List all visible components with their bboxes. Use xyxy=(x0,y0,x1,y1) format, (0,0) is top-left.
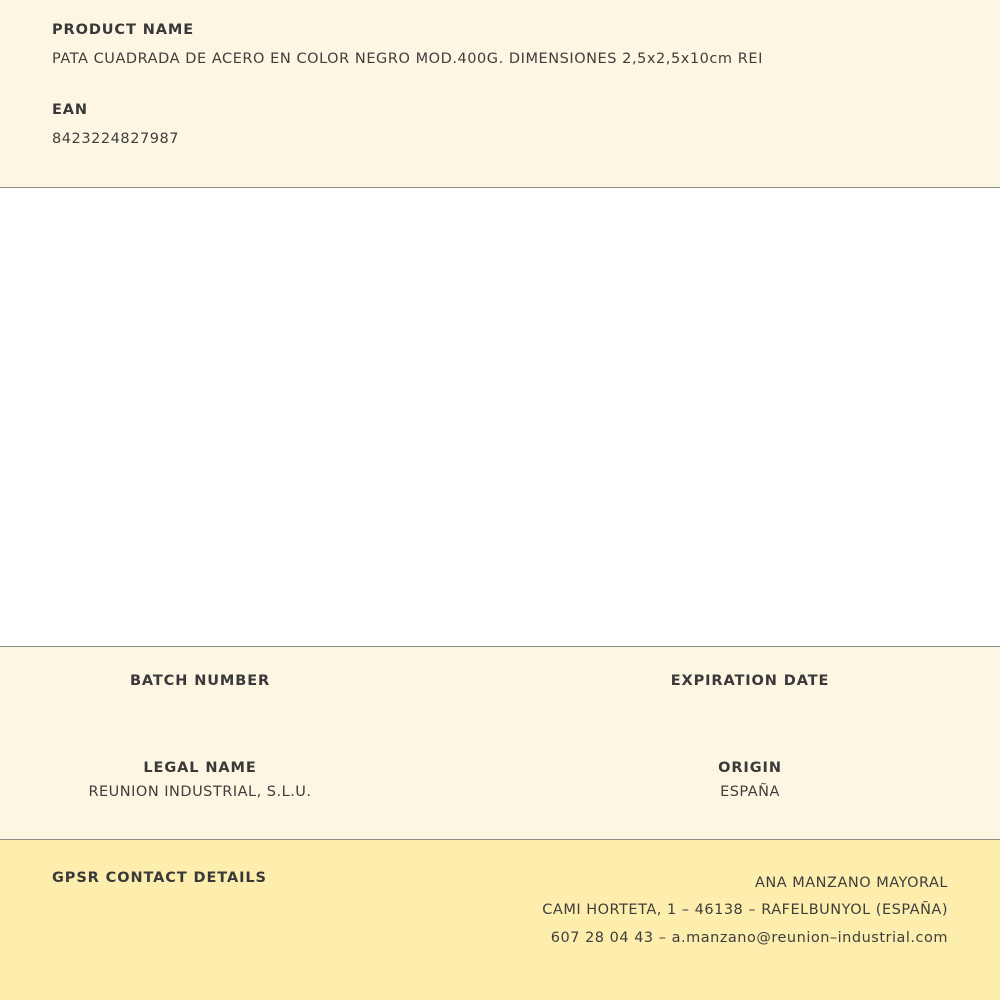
header-spacer xyxy=(52,69,948,102)
gpsr-contact-lines xyxy=(542,870,948,952)
product-name-label: PRODUCT NAME xyxy=(52,22,195,38)
product-name-value: PATA CUADRADA DE ACERO EN COLOR NEGRO MOD.400G. DIMENSIONES 2,5x2,5x10cm REI xyxy=(52,51,763,68)
legal-name-value: REUNION INDUSTRIAL, S.L.U. xyxy=(88,783,312,800)
batch-number-label: BATCH NUMBER xyxy=(129,673,271,689)
ean-field xyxy=(52,102,948,149)
legal-row xyxy=(0,760,1000,801)
ean-value: 8423224827987 xyxy=(52,130,180,147)
ean-label: EAN xyxy=(52,101,88,118)
origin-field xyxy=(500,760,1000,801)
product-name-field xyxy=(52,22,948,69)
contact-line-address: CAMI HORTETA, 1 – 46138 – RAFELBUNYOL (ESPAÑA) xyxy=(542,902,948,919)
contact-line-phone-email: 607 28 04 43 – a.manzano@reunion–industrial.com xyxy=(550,929,948,946)
gpsr-contact-label: GPSR CONTACT DETAILS xyxy=(52,870,267,886)
legal-name-field xyxy=(0,760,500,801)
expiration-date-field xyxy=(500,673,1000,696)
expiration-date-label: EXPIRATION DATE xyxy=(670,673,830,689)
batch-row xyxy=(0,673,1000,696)
product-image-area xyxy=(0,188,1000,647)
origin-value: ESPAÑA xyxy=(720,783,780,800)
batch-number-field xyxy=(0,673,500,696)
product-header-block xyxy=(0,0,1000,188)
batch-legal-block xyxy=(0,647,1000,840)
contact-line-name: ANA MANZANO MAYORAL xyxy=(754,875,948,891)
gpsr-contact-block xyxy=(0,840,1000,1000)
legal-name-label: LEGAL NAME xyxy=(143,760,257,777)
origin-label: ORIGIN xyxy=(718,760,782,777)
